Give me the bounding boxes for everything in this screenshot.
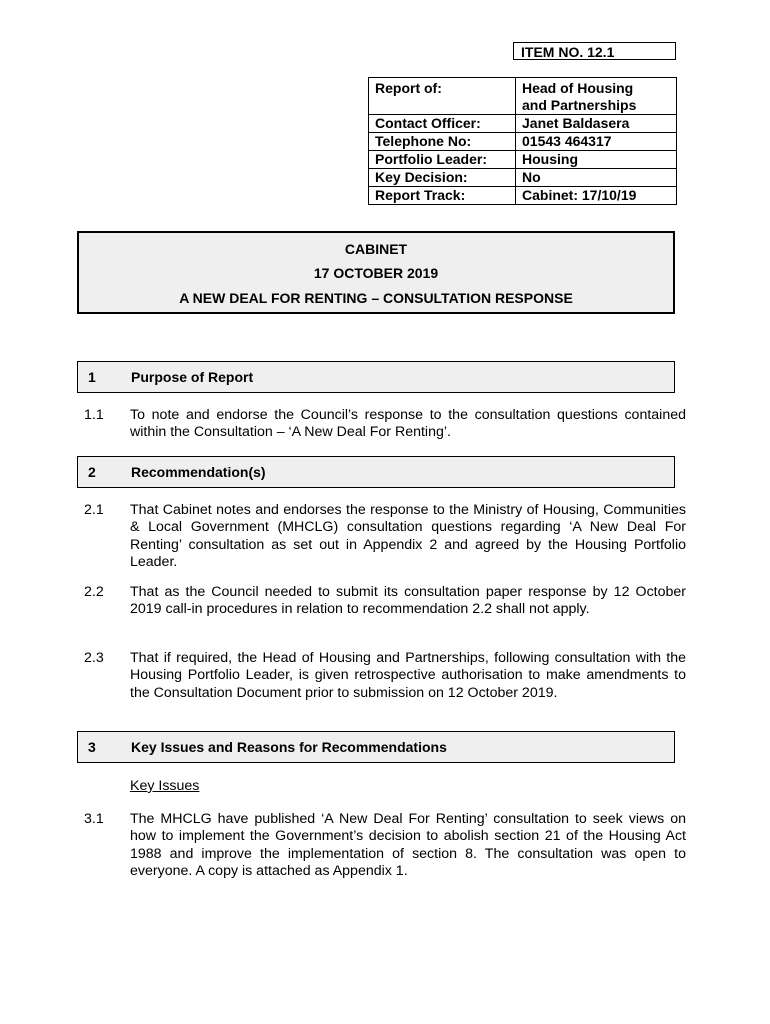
report-metadata-table	[368, 77, 677, 205]
item-number-box	[513, 42, 676, 60]
contact-officer-value: Janet Baldasera	[516, 115, 677, 133]
paragraph-text: That as the Council needed to submit its consultation paper response by 12 October 2019 call-in procedures in relation to recommendation 2.2 shall not apply.	[130, 584, 686, 618]
report-track-label: Report Track:	[369, 187, 516, 205]
paragraph-text: The MHCLG have published ‘A New Deal For Renting’ consultation to seek views on how to implement the Government’s decision to abolish section 21 of the Housing Act 1988 and improve the implementation of section 8. The consultation was open to everyone. A copy is attached as Appendix 1.	[130, 811, 686, 879]
section-heading-2	[77, 456, 675, 488]
section-number: 3	[88, 739, 96, 755]
meeting-name: CABINET	[344, 241, 408, 257]
section-title: Recommendation(s)	[131, 464, 266, 480]
paragraph-number: 1.1	[84, 407, 104, 423]
key-decision-label: Key Decision:	[369, 169, 516, 187]
section-heading-1	[77, 361, 675, 393]
paragraph-number: 3.1	[84, 811, 104, 827]
section-number: 2	[88, 464, 96, 480]
report-of-value	[516, 78, 677, 115]
section-number: 1	[88, 369, 96, 385]
report-of-label: Report of:	[369, 78, 516, 115]
paragraph-2-1	[84, 502, 686, 571]
report-track-value: Cabinet: 17/10/19	[516, 187, 677, 205]
paragraph-number: 2.3	[84, 650, 104, 666]
report-of-value-line1: Head of Housing	[522, 80, 634, 96]
paragraph-2-2	[84, 584, 686, 619]
paragraph-1-1	[84, 407, 686, 442]
item-number: ITEM NO. 12.1	[521, 44, 615, 60]
portfolio-leader-value: Housing	[516, 151, 677, 169]
contact-officer-label: Contact Officer:	[369, 115, 516, 133]
report-of-value-line2: and Partnerships	[522, 97, 637, 113]
report-title-box	[77, 231, 675, 314]
report-title: A NEW DEAL FOR RENTING – CONSULTATION RESPONSE	[179, 290, 573, 306]
telephone-value: 01543 464317	[516, 133, 677, 151]
paragraph-text: That Cabinet notes and endorses the response to the Ministry of Housing, Communities & Local Government (MHCLG) consultation questions regarding ‘A New Deal For Renting’ consultation as set out in Appendix 2 and agreed by the Housing Portfolio Leader.	[130, 502, 686, 570]
portfolio-leader-label: Portfolio Leader:	[369, 151, 516, 169]
paragraph-number: 2.2	[84, 584, 104, 600]
paragraph-2-3	[84, 650, 686, 702]
meeting-date: 17 OCTOBER 2019	[313, 265, 439, 281]
paragraph-text: That if required, the Head of Housing and Partnerships, following consultation with the Housing Portfolio Leader, is given retrospective authorisation to make amendments to the Consultation Document prior to submission on 12 October 2019.	[130, 650, 686, 701]
section-heading-3	[77, 731, 675, 763]
paragraph-number: 2.1	[84, 502, 104, 518]
telephone-label: Telephone No:	[369, 133, 516, 151]
paragraph-text: To note and endorse the Council’s response to the consultation questions contained within the Consultation – ‘A New Deal For Renting’.	[130, 407, 686, 441]
section-title: Key Issues and Reasons for Recommendations	[131, 739, 447, 755]
key-decision-value: No	[516, 169, 677, 187]
key-issues-subheading: Key Issues	[130, 778, 200, 794]
paragraph-3-1	[84, 811, 686, 880]
section-title: Purpose of Report	[131, 369, 254, 385]
